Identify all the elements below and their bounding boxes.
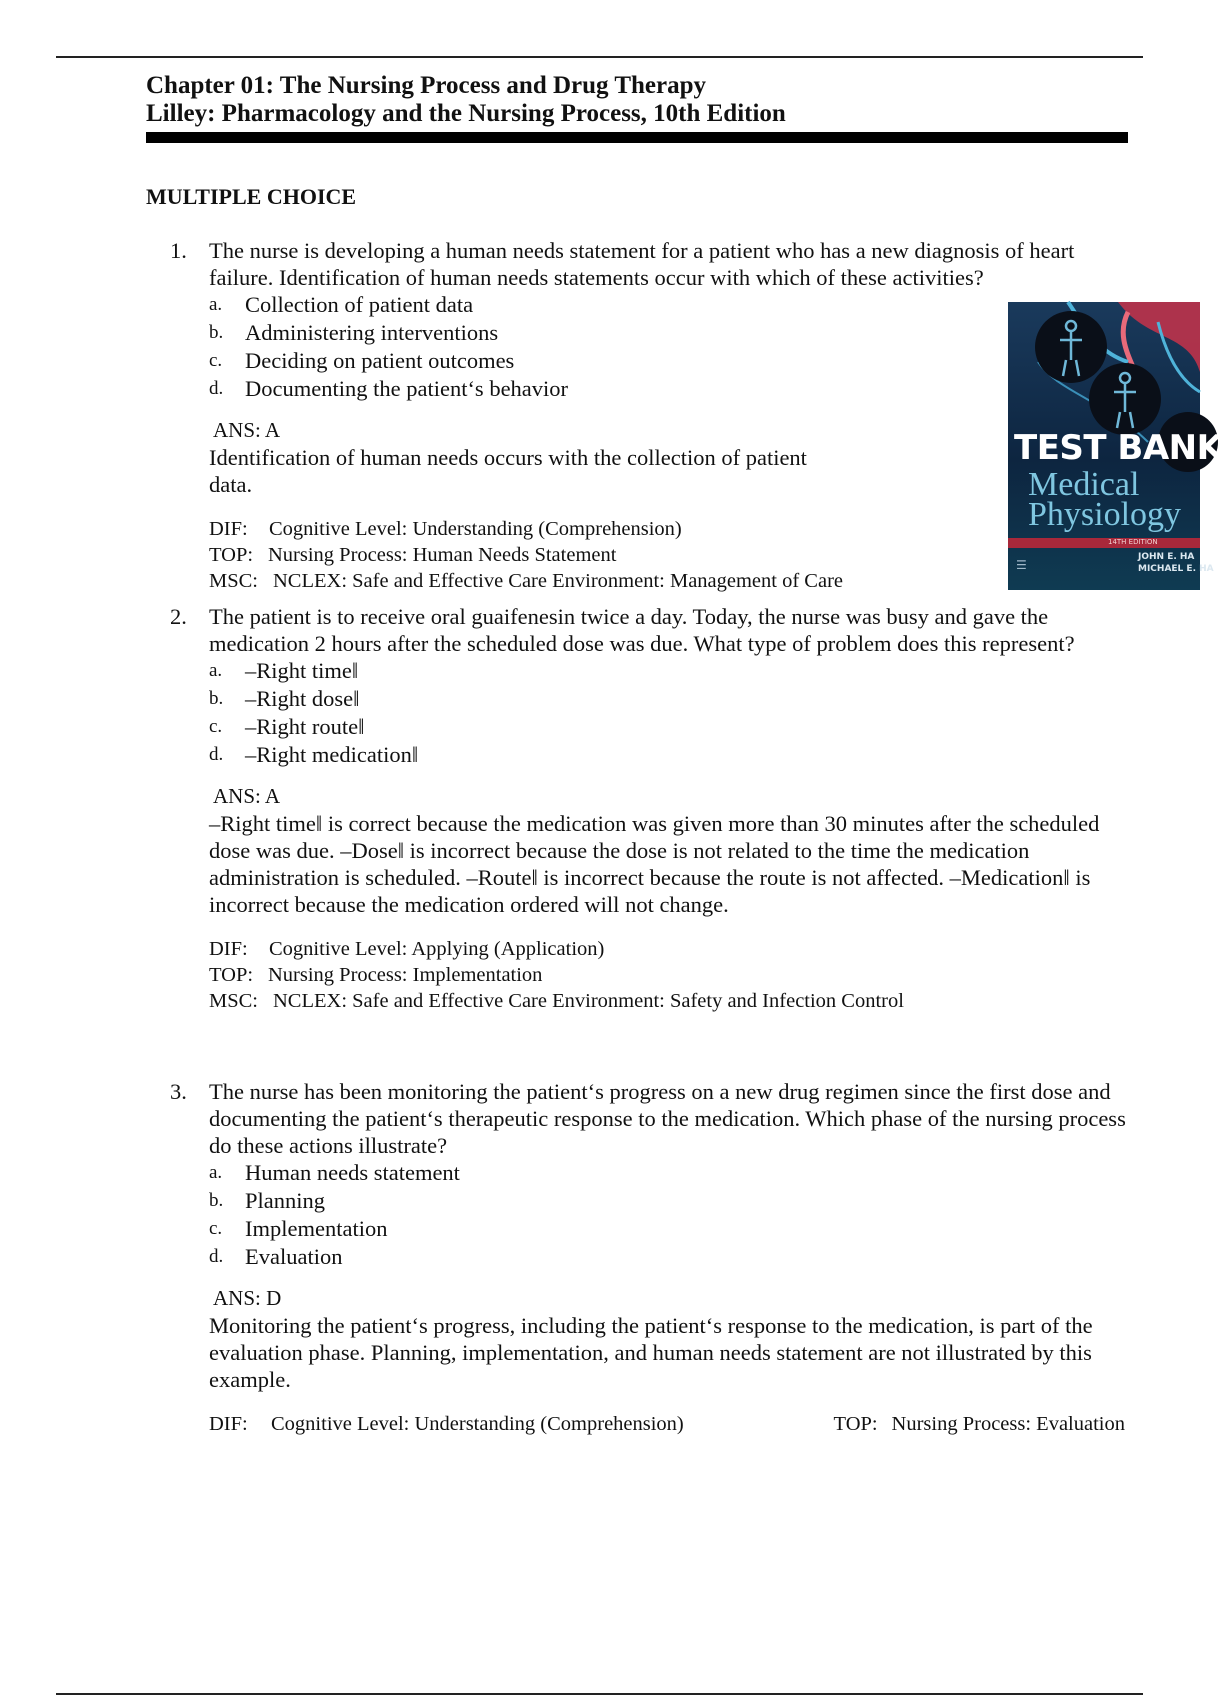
top-label: TOP: (833, 1413, 878, 1435)
question-number: 1. (170, 238, 187, 263)
dif-label: DIF: (209, 1413, 248, 1435)
option-text: –Right dose‖ (245, 686, 360, 711)
cover-title-line1: Medical (1028, 466, 1140, 503)
option-text: Human needs statement (245, 1160, 460, 1185)
option-list (170, 291, 1130, 403)
question-metadata (209, 1411, 1130, 1437)
option-a (170, 291, 1130, 319)
question-stem (170, 603, 1130, 657)
option-c (170, 1215, 1130, 1243)
cover-stripe (1008, 538, 1200, 548)
dif-value: Cognitive Level: Applying (Application) (269, 938, 605, 960)
option-c (170, 713, 1130, 741)
dif-row (209, 516, 1130, 542)
rationale: Monitoring the patient‘s progress, including the patient‘s response to the medication, is part of the evaluation phase. Planning, implementation, and human needs statement are not illustrated by this example. (209, 1313, 1093, 1392)
top-label: TOP: (209, 964, 254, 986)
option-a (170, 1159, 1130, 1187)
option-text: –Right route‖ (245, 714, 365, 739)
option-letter: c. (209, 716, 223, 737)
dif-label: DIF: (209, 518, 248, 540)
question-text: The nurse is developing a human needs statement for a patient who has a new diagnosis of heart failure. Identification of human needs statements occur with which of these activities? (209, 238, 1075, 290)
option-letter: a. (209, 294, 223, 315)
top-value: Nursing Process: Implementation (268, 964, 543, 986)
top-value: Nursing Process: Human Needs Statement (268, 544, 617, 566)
answer-key: ANS: A (213, 418, 281, 442)
option-text: Planning (245, 1188, 326, 1213)
option-text: Documenting the patient‘s behavior (245, 376, 569, 401)
option-a (170, 657, 1130, 685)
option-letter: d. (209, 1246, 224, 1267)
option-d (170, 1243, 1130, 1271)
top-label: TOP: (209, 544, 254, 566)
top-rule (56, 56, 1143, 58)
dif-value: Cognitive Level: Understanding (Comprehension) (269, 518, 682, 540)
top-value: Nursing Process: Evaluation (891, 1413, 1125, 1435)
option-letter: d. (209, 378, 224, 399)
option-c (170, 347, 1130, 375)
option-text: Evaluation (245, 1244, 343, 1269)
top-row (209, 962, 1130, 988)
msc-label: MSC: (209, 570, 258, 592)
option-text: Implementation (245, 1216, 388, 1241)
cover-author-2: MICHAEL E. HA (1138, 564, 1214, 574)
answer-key: ANS: D (213, 1286, 282, 1310)
rationale: –Right time‖ is correct because the medication was given more than 30 minutes after the scheduled dose was due. –Dose‖ is incorrect because the dose is not related to the time the medication administration is scheduled. –Route‖ is incorrect because the route is not affected. –Medication‖ is incorrect because the medication ordered will not change. (209, 811, 1100, 917)
msc-value: NCLEX: Safe and Effective Care Environment: Safety and Infection Control (273, 990, 904, 1012)
option-list (170, 657, 1130, 769)
msc-label: MSC: (209, 990, 258, 1012)
option-list (170, 1159, 1130, 1271)
msc-value: NCLEX: Safe and Effective Care Environment: Management of Care (273, 570, 844, 592)
cover-author-1: JOHN E. HA (1138, 552, 1195, 562)
question-3 (170, 1078, 1130, 1437)
question-1 (170, 237, 1130, 594)
option-text: Collection of patient data (245, 292, 474, 317)
option-letter: c. (209, 350, 223, 371)
option-letter: d. (209, 744, 224, 765)
test-bank-cover-image (1008, 302, 1222, 590)
header-bar (146, 132, 1128, 143)
dif-row (209, 936, 1130, 962)
dif-row (209, 1411, 684, 1437)
option-letter: b. (209, 322, 224, 343)
question-number: 3. (170, 1079, 187, 1104)
question-2 (170, 603, 1130, 1014)
question-metadata (209, 516, 1130, 594)
option-b (170, 1187, 1130, 1215)
section-title: MULTIPLE CHOICE (146, 184, 357, 209)
question-stem (170, 1078, 1130, 1159)
option-text: Administering interventions (245, 320, 499, 345)
question-text: The nurse has been monitoring the patient‘s progress on a new drug regimen since the first dose and documenting the patient‘s therapeutic response to the medication. Which phase of the nursing process do these actions illustrate? (209, 1079, 1126, 1158)
question-metadata (209, 936, 1130, 1014)
publisher-logo-icon: ☰ (1016, 558, 1027, 572)
bottom-rule (56, 1693, 1143, 1695)
option-text: Deciding on patient outcomes (245, 348, 515, 373)
option-letter: a. (209, 1162, 223, 1183)
cover-edition: 14TH EDITION (1108, 538, 1158, 546)
top-row (209, 542, 1130, 568)
dif-value: Cognitive Level: Understanding (Comprehension) (271, 1413, 684, 1435)
rationale: Identification of human needs occurs with the collection of patient data. (209, 445, 807, 497)
answer-key: ANS: A (213, 784, 281, 808)
cover-title-line2: Physiology (1028, 496, 1182, 533)
msc-row (209, 988, 1130, 1014)
msc-row (209, 568, 1130, 594)
option-letter: b. (209, 688, 224, 709)
question-stem (170, 237, 1130, 291)
option-letter: a. (209, 660, 223, 681)
question-text: The patient is to receive oral guaifenesin twice a day. Today, the nurse was busy and gave the medication 2 hours after the scheduled dose was due. What type of problem does this represent? (209, 604, 1075, 656)
cover-banner: TEST BANK (1014, 428, 1222, 468)
question-number: 2. (170, 604, 187, 629)
book-title: Lilley: Pharmacology and the Nursing Process, 10th Edition (146, 100, 786, 127)
chapter-title: Chapter 01: The Nursing Process and Drug Therapy (146, 72, 707, 99)
option-letter: b. (209, 1190, 224, 1211)
option-b (170, 319, 1130, 347)
option-d (170, 741, 1130, 769)
option-text: –Right time‖ (245, 658, 359, 683)
dif-label: DIF: (209, 938, 248, 960)
option-text: –Right medication‖ (245, 742, 419, 767)
option-b (170, 685, 1130, 713)
option-letter: c. (209, 1218, 223, 1239)
top-row (834, 1411, 1125, 1437)
document-header (146, 72, 1128, 143)
option-d (170, 375, 1130, 403)
